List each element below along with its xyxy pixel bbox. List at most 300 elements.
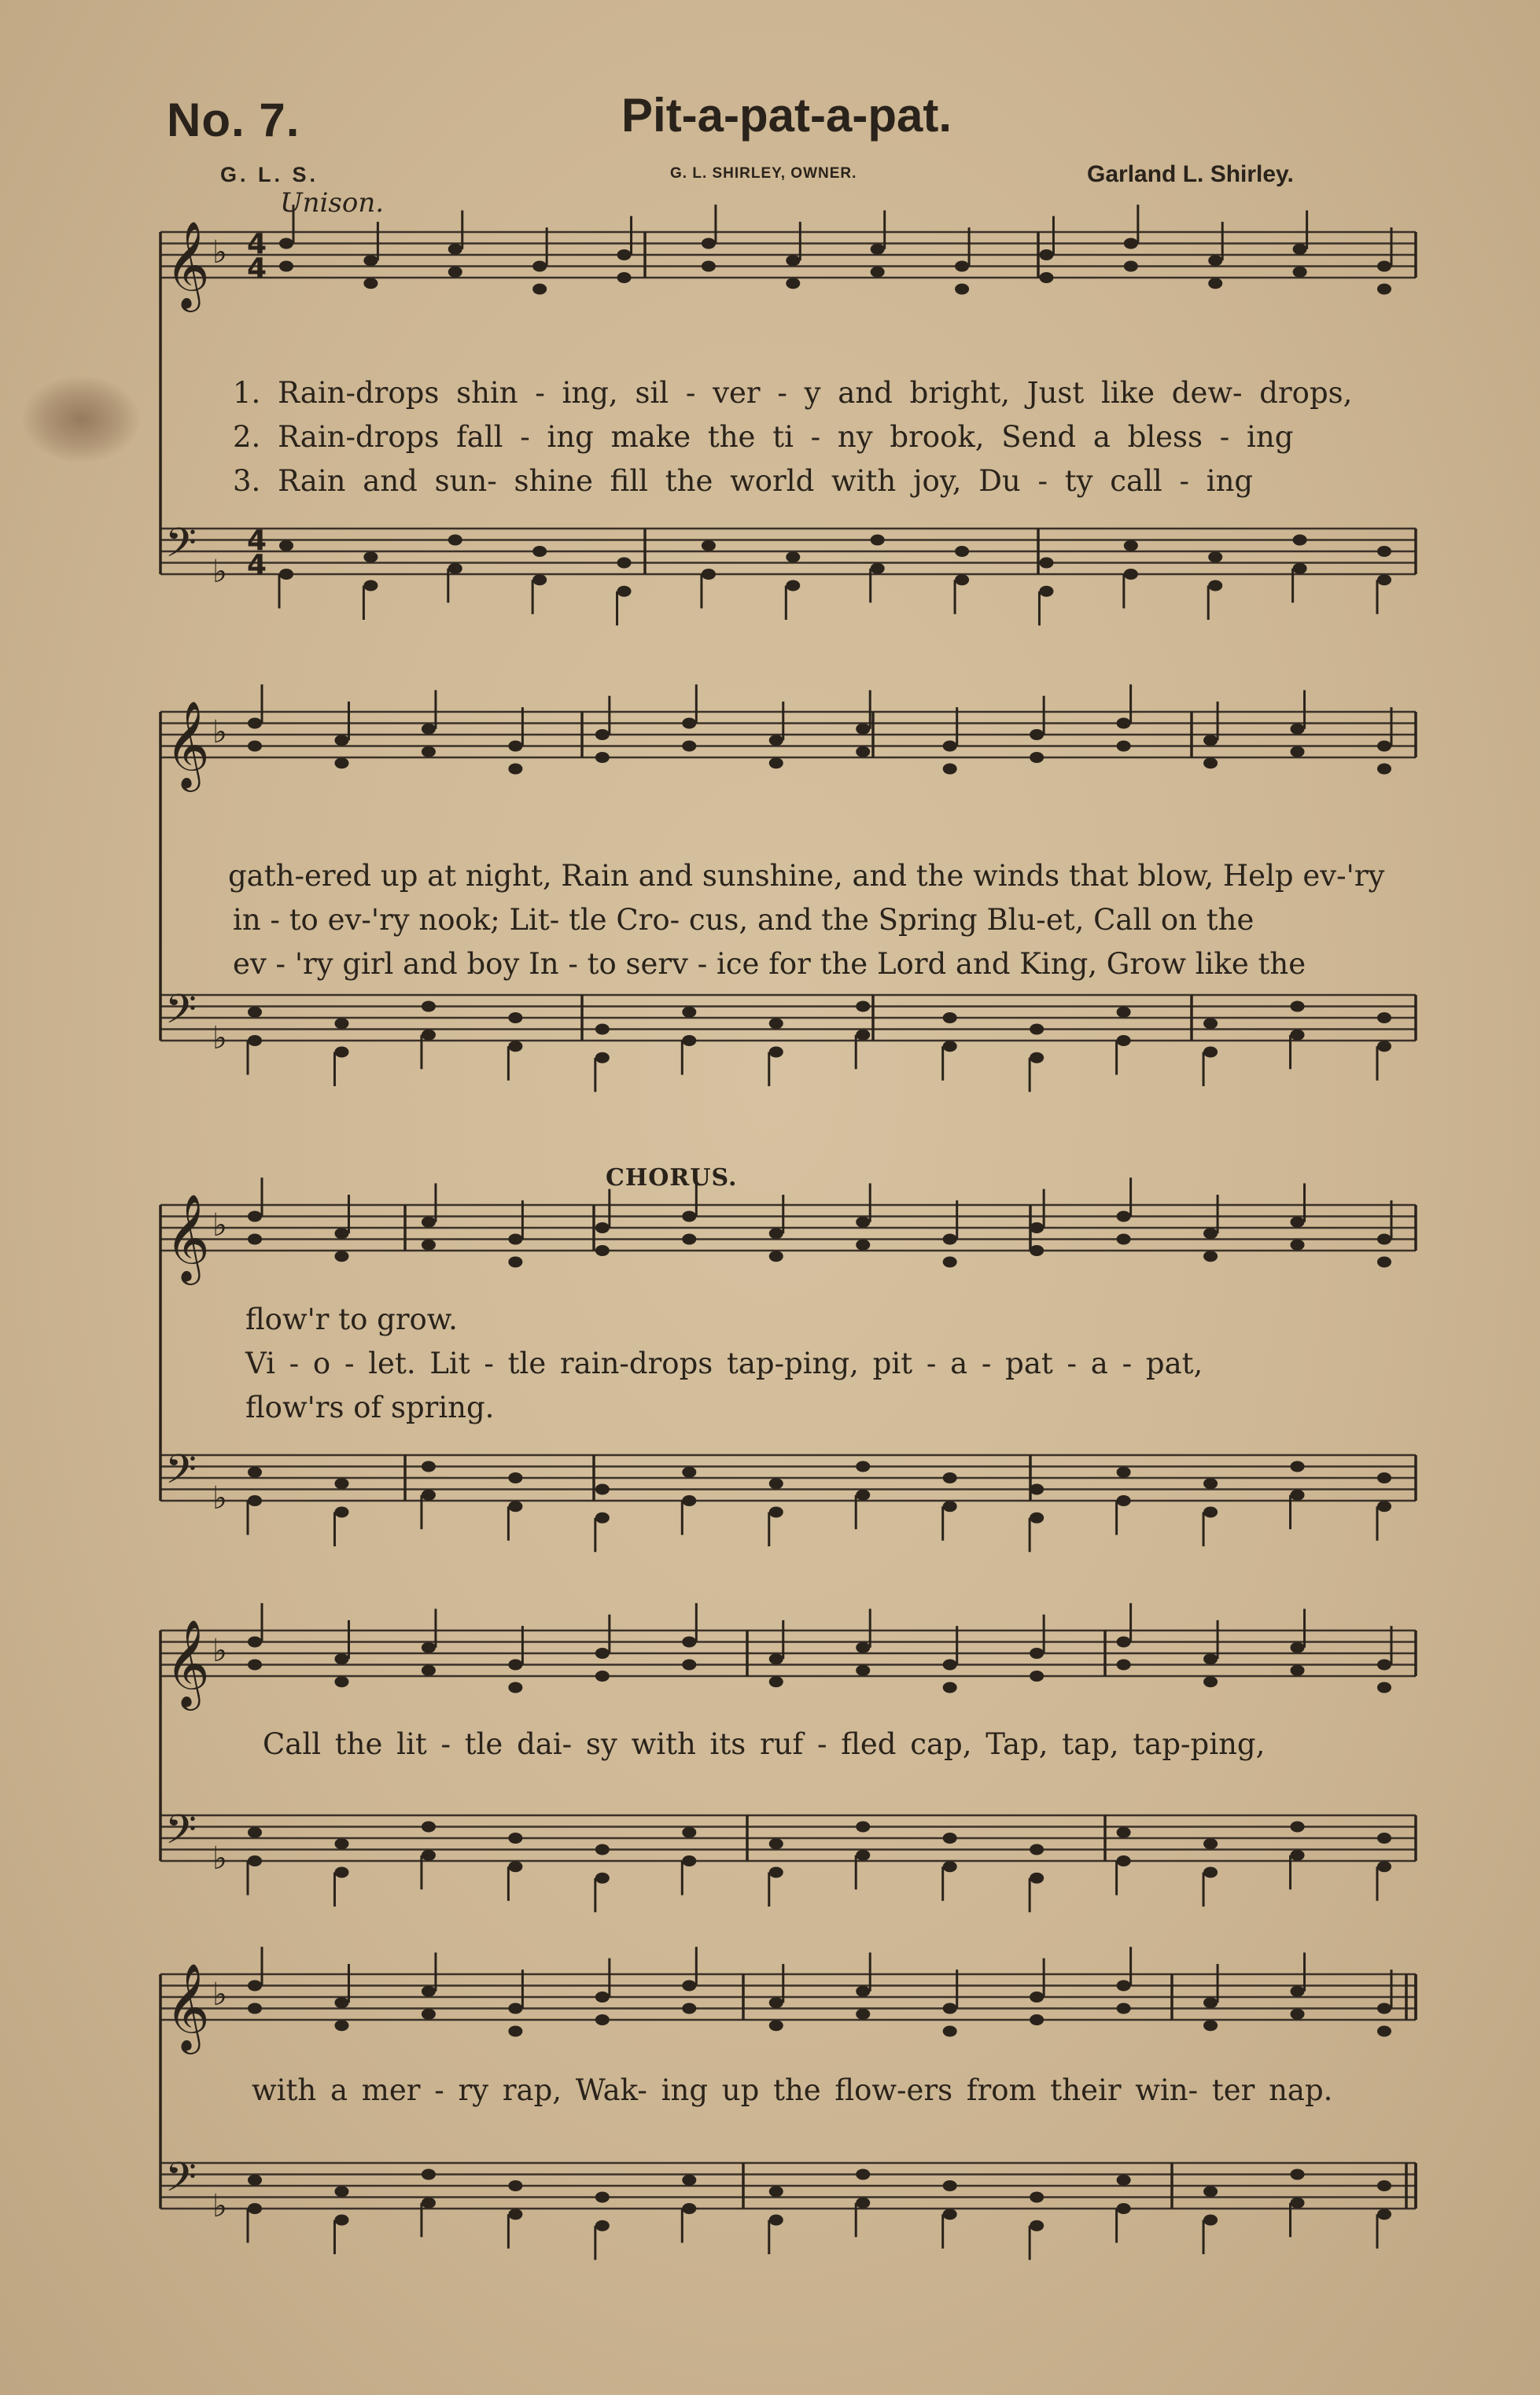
notehead-treble-2-5 (682, 1211, 696, 1222)
notehead-alto-4-6 (769, 2020, 783, 2031)
notehead-alto-3-0 (248, 1660, 262, 1671)
notehead-bass-1-4 (595, 1052, 610, 1063)
notehead-tenor-4-1 (334, 2186, 348, 2197)
notehead-tenor-1-10 (1117, 1007, 1131, 1018)
notehead-alto-1-12 (1291, 746, 1305, 757)
notehead-alto-1-10 (1117, 741, 1131, 752)
notehead-bass-0-4 (617, 586, 632, 597)
notehead-tenor-3-12 (1291, 1822, 1305, 1833)
notehead-tenor-0-1 (363, 551, 378, 562)
notehead-tenor-3-3 (508, 1833, 522, 1844)
notehead-alto-1-13 (1377, 764, 1391, 775)
notehead-alto-1-6 (769, 757, 783, 768)
bass-clef-4: 𝄢 (165, 2153, 197, 2211)
notehead-bass-1-9 (1030, 1052, 1044, 1063)
notehead-treble-3-9 (1030, 1648, 1044, 1659)
bass-clef-1: 𝄢 (165, 985, 197, 1043)
notehead-tenor-3-6 (769, 1838, 783, 1849)
notehead-bass-0-5 (702, 569, 716, 580)
key-flat-bass-4: ♭ (212, 2188, 227, 2224)
notehead-treble-4-4 (595, 1992, 610, 2003)
notehead-treble-4-5 (682, 1980, 696, 1992)
notehead-treble-1-0 (248, 718, 262, 729)
notehead-alto-0-9 (1039, 272, 1053, 283)
notehead-treble-1-6 (769, 735, 783, 746)
notehead-alto-3-2 (422, 1665, 436, 1676)
notehead-bass-4-13 (1377, 2209, 1391, 2220)
lyric-line-s2-v1: gath-ered up at night, Rain and sunshine, and the winds that blow, Help ev-'ry (228, 859, 1385, 893)
notehead-tenor-2-9 (1030, 1484, 1044, 1495)
lyric-line-s1-v2: 2. Rain-drops fall - ing make the ti - ny brook, Send a bless - ing (233, 420, 1294, 454)
key-flat-treble-4: ♭ (212, 1977, 227, 2013)
notehead-tenor-2-1 (334, 1478, 348, 1489)
notehead-bass-3-4 (595, 1873, 610, 1884)
key-flat-treble-2: ♭ (212, 1207, 227, 1244)
key-flat-treble-1: ♭ (212, 714, 227, 750)
notehead-alto-4-0 (248, 2003, 262, 2014)
notehead-alto-4-10 (1117, 2003, 1131, 2014)
notehead-treble-2-0 (248, 1211, 262, 1222)
notehead-treble-3-5 (682, 1637, 696, 1648)
notehead-bass-4-10 (1117, 2203, 1131, 2214)
notehead-alto-2-1 (334, 1251, 348, 1262)
notehead-treble-3-8 (943, 1660, 957, 1671)
lyric-line-s2-v3: ev - 'ry girl and boy In - to serv - ice for the Lord and King, Grow like the (233, 947, 1306, 981)
treble-clef-3: 𝄞 (165, 1619, 210, 1707)
notehead-alto-3-4 (595, 1671, 610, 1682)
notehead-bass-4-0 (248, 2203, 262, 2214)
notehead-alto-3-7 (856, 1665, 870, 1676)
notehead-treble-1-4 (595, 729, 610, 740)
notehead-bass-3-10 (1117, 1855, 1131, 1866)
notehead-alto-1-0 (248, 741, 262, 752)
notehead-treble-4-1 (334, 1997, 348, 2008)
notehead-treble-2-1 (334, 1228, 348, 1239)
notehead-bass-1-6 (769, 1047, 783, 1058)
copyright-owner: G. L. SHIRLEY, OWNER. (670, 165, 857, 182)
notehead-bass-1-11 (1203, 1047, 1218, 1058)
time-sig-bottom-b: 4 (247, 549, 267, 581)
notehead-treble-0-7 (871, 244, 885, 255)
notehead-tenor-2-13 (1377, 1472, 1391, 1483)
notehead-alto-2-3 (508, 1257, 522, 1268)
notehead-alto-0-7 (871, 267, 885, 278)
notehead-treble-4-6 (769, 1997, 783, 2008)
notehead-tenor-4-12 (1291, 2169, 1305, 2180)
notehead-bass-2-12 (1291, 1490, 1305, 1501)
notehead-treble-1-9 (1030, 729, 1044, 740)
key-flat-bass-3: ♭ (212, 1840, 227, 1877)
notehead-bass-3-5 (682, 1855, 696, 1866)
notehead-bass-1-1 (334, 1047, 348, 1058)
notehead-bass-2-0 (248, 1495, 262, 1506)
notehead-tenor-3-10 (1117, 1827, 1131, 1838)
notehead-alto-1-3 (508, 764, 522, 775)
notehead-tenor-0-5 (702, 540, 716, 551)
notehead-tenor-3-2 (422, 1822, 436, 1833)
notehead-tenor-4-3 (508, 2180, 522, 2191)
notehead-bass-1-10 (1117, 1035, 1131, 1046)
notehead-treble-1-1 (334, 735, 348, 746)
notehead-alto-2-8 (943, 1257, 957, 1268)
notehead-treble-3-3 (508, 1660, 522, 1671)
notehead-treble-3-4 (595, 1648, 610, 1659)
staff-bass-4 (160, 2163, 1416, 2209)
notehead-treble-4-3 (508, 2003, 522, 2014)
notehead-alto-1-7 (856, 746, 870, 757)
notehead-treble-1-10 (1117, 718, 1131, 729)
notehead-tenor-0-6 (786, 551, 800, 562)
notehead-tenor-0-10 (1124, 540, 1138, 551)
composer-name: Garland L. Shirley. (1087, 161, 1294, 187)
notehead-bass-3-12 (1291, 1850, 1305, 1861)
notehead-bass-0-8 (955, 574, 969, 585)
notehead-tenor-2-4 (595, 1484, 610, 1495)
notehead-alto-3-10 (1117, 1660, 1131, 1671)
notehead-alto-0-3 (532, 284, 547, 295)
notehead-treble-4-8 (943, 2003, 957, 2014)
notehead-treble-1-8 (943, 741, 957, 752)
notehead-treble-1-2 (422, 724, 436, 735)
treble-clef-1: 𝄞 (165, 700, 210, 788)
notehead-bass-0-2 (448, 563, 462, 574)
notehead-bass-4-7 (856, 2198, 870, 2209)
notehead-alto-2-12 (1291, 1240, 1305, 1251)
notehead-bass-4-5 (682, 2203, 696, 2214)
notehead-treble-0-13 (1377, 261, 1391, 272)
notehead-tenor-0-3 (532, 546, 547, 557)
notehead-bass-0-10 (1124, 569, 1138, 580)
notehead-bass-2-11 (1203, 1507, 1218, 1518)
notehead-bass-1-13 (1377, 1041, 1391, 1052)
notehead-treble-1-13 (1377, 741, 1391, 752)
notehead-treble-0-2 (448, 244, 462, 255)
notehead-bass-0-3 (532, 574, 547, 585)
notehead-bass-4-2 (422, 2198, 436, 2209)
notehead-alto-0-5 (702, 261, 716, 272)
notehead-alto-0-10 (1124, 261, 1138, 272)
notehead-treble-2-7 (856, 1217, 870, 1228)
notehead-alto-3-8 (943, 1682, 957, 1693)
notehead-treble-2-9 (1030, 1222, 1044, 1233)
notehead-tenor-3-11 (1203, 1838, 1218, 1849)
notehead-treble-0-10 (1124, 238, 1138, 249)
staff-treble-0 (160, 232, 1416, 278)
notehead-alto-0-2 (448, 267, 462, 278)
notehead-tenor-0-4 (617, 558, 632, 569)
notehead-tenor-3-13 (1377, 1833, 1391, 1844)
notehead-bass-0-9 (1039, 586, 1053, 597)
notehead-tenor-1-9 (1030, 1024, 1044, 1035)
notehead-tenor-2-7 (856, 1461, 870, 1472)
bass-clef-0: 𝄢 (165, 518, 197, 577)
notehead-tenor-4-10 (1117, 2175, 1131, 2186)
key-flat-treble-0: ♭ (212, 234, 227, 271)
notehead-alto-0-1 (363, 278, 378, 289)
chorus-label: CHORUS. (606, 1164, 738, 1192)
notehead-alto-4-7 (856, 2009, 870, 2020)
notehead-tenor-1-2 (422, 1001, 436, 1012)
notehead-alto-0-13 (1377, 284, 1391, 295)
notehead-tenor-3-5 (682, 1827, 696, 1838)
notehead-tenor-0-2 (448, 535, 462, 546)
notehead-tenor-0-9 (1039, 558, 1053, 569)
notehead-bass-4-11 (1203, 2215, 1218, 2226)
notehead-alto-2-11 (1203, 1251, 1218, 1262)
lyric-line-s1-v3: 3. Rain and sun- shine fill the world with joy, Du - ty call - ing (233, 464, 1254, 498)
notehead-bass-4-6 (769, 2215, 783, 2226)
notehead-bass-0-12 (1293, 563, 1307, 574)
notehead-treble-2-4 (595, 1222, 610, 1233)
notehead-treble-0-6 (786, 255, 800, 266)
notehead-bass-2-9 (1030, 1513, 1044, 1524)
notehead-tenor-2-6 (769, 1478, 783, 1489)
notehead-tenor-2-8 (943, 1472, 957, 1483)
notehead-treble-4-12 (1291, 1986, 1305, 1997)
notehead-treble-0-5 (702, 238, 716, 249)
notehead-alto-3-5 (682, 1660, 696, 1671)
notehead-alto-3-9 (1030, 1671, 1044, 1682)
notehead-tenor-2-0 (248, 1467, 262, 1478)
staff-bass-2 (160, 1455, 1416, 1501)
time-sig-top-t: 4 (247, 228, 267, 260)
notehead-treble-3-7 (856, 1642, 870, 1653)
treble-clef-0: 𝄞 (165, 220, 210, 308)
lyric-line-s1-v1: 1. Rain-drops shin - ing, sil - ver - y and bright, Just like dew- drops, (233, 376, 1353, 410)
lyricist-initials: G. L. S. (220, 163, 319, 186)
song-title: Pit-a-pat-a-pat. (621, 89, 952, 142)
notehead-alto-3-1 (334, 1676, 348, 1687)
notehead-bass-2-13 (1377, 1501, 1391, 1512)
notehead-tenor-0-8 (955, 546, 969, 557)
notehead-tenor-3-9 (1030, 1844, 1044, 1855)
lyric-line-s4-v1: Call the lit - tle dai- sy with its ruf - fled cap, Tap, tap, tap-ping, (263, 1727, 1266, 1761)
notehead-tenor-4-11 (1203, 2186, 1218, 2197)
notehead-treble-0-9 (1039, 249, 1053, 260)
notehead-alto-3-6 (769, 1676, 783, 1687)
notehead-tenor-4-9 (1030, 2192, 1044, 2203)
notehead-treble-1-5 (682, 718, 696, 729)
notehead-bass-1-3 (508, 1041, 522, 1052)
notehead-tenor-4-2 (422, 2169, 436, 2180)
notehead-bass-2-5 (682, 1495, 696, 1506)
notehead-tenor-0-0 (279, 540, 293, 551)
notehead-alto-2-4 (595, 1245, 610, 1256)
notehead-treble-4-0 (248, 1980, 262, 1992)
notehead-alto-0-4 (617, 272, 632, 283)
bass-clef-3: 𝄢 (165, 1805, 197, 1863)
notehead-bass-2-8 (943, 1501, 957, 1512)
notehead-treble-0-4 (617, 249, 632, 260)
notehead-treble-2-2 (422, 1217, 436, 1228)
notehead-treble-1-12 (1291, 724, 1305, 735)
notehead-treble-2-13 (1377, 1234, 1391, 1245)
notehead-bass-2-7 (856, 1490, 870, 1501)
notehead-bass-1-12 (1291, 1030, 1305, 1041)
notehead-treble-0-3 (532, 261, 547, 272)
notehead-tenor-2-2 (422, 1461, 436, 1472)
notehead-tenor-4-0 (248, 2175, 262, 2186)
staff-bass-1 (160, 995, 1416, 1041)
notehead-tenor-3-1 (334, 1838, 348, 1849)
notehead-alto-3-11 (1203, 1676, 1218, 1687)
notehead-bass-1-5 (682, 1035, 696, 1046)
notehead-alto-2-2 (422, 1240, 436, 1251)
key-flat-bass-1: ♭ (212, 1020, 227, 1056)
notehead-tenor-4-4 (595, 2192, 610, 2203)
notehead-alto-0-6 (786, 278, 800, 289)
notehead-treble-2-11 (1203, 1228, 1218, 1239)
notehead-tenor-1-3 (508, 1012, 522, 1023)
notehead-treble-1-3 (508, 741, 522, 752)
notehead-bass-4-4 (595, 2220, 610, 2231)
notehead-bass-3-1 (334, 1867, 348, 1878)
notehead-bass-3-9 (1030, 1873, 1044, 1884)
notehead-tenor-1-8 (943, 1012, 957, 1023)
treble-clef-4: 𝄞 (165, 1962, 210, 2050)
lyric-line-s5-v1: with a mer - ry rap, Wak- ing up the flow-ers from their win- ter nap. (252, 2073, 1333, 2107)
notehead-alto-4-4 (595, 2014, 610, 2025)
notehead-alto-1-1 (334, 757, 348, 768)
notehead-tenor-4-13 (1377, 2180, 1391, 2191)
notehead-treble-4-13 (1377, 2003, 1391, 2014)
notehead-treble-2-3 (508, 1234, 522, 1245)
notehead-tenor-1-6 (769, 1018, 783, 1029)
notehead-alto-2-9 (1030, 1245, 1044, 1256)
lyric-line-s3-v2: Vi - o - let. Lit - tle rain-drops tap-ping, pit - a - pat - a - pat, (245, 1347, 1203, 1380)
notehead-tenor-2-11 (1203, 1478, 1218, 1489)
notehead-alto-1-5 (682, 741, 696, 752)
notehead-alto-4-3 (508, 2026, 522, 2037)
lyric-line-s2-v2: in - to ev-'ry nook; Lit- tle Cro- cus, and the Spring Blu-et, Call on the (233, 903, 1254, 937)
notehead-treble-3-11 (1203, 1653, 1218, 1664)
notehead-tenor-3-4 (595, 1844, 610, 1855)
performance-direction: Unison. (280, 187, 385, 219)
notehead-treble-4-10 (1117, 1980, 1131, 1992)
notehead-tenor-4-7 (856, 2169, 870, 2180)
notehead-alto-0-11 (1208, 278, 1222, 289)
notehead-treble-3-13 (1377, 1660, 1391, 1671)
treble-clef-2: 𝄞 (165, 1193, 210, 1281)
notehead-tenor-1-7 (856, 1001, 870, 1012)
notehead-bass-0-11 (1208, 580, 1222, 591)
notehead-bass-2-1 (334, 1507, 348, 1518)
notehead-tenor-1-11 (1203, 1018, 1218, 1029)
notehead-alto-3-3 (508, 1682, 522, 1693)
notehead-treble-0-12 (1293, 244, 1307, 255)
notehead-bass-2-6 (769, 1507, 783, 1518)
notehead-alto-4-8 (943, 2026, 957, 2037)
notehead-bass-1-7 (856, 1030, 870, 1041)
notehead-bass-2-2 (422, 1490, 436, 1501)
notehead-bass-0-0 (279, 569, 293, 580)
notehead-bass-3-3 (508, 1861, 522, 1872)
notehead-treble-2-8 (943, 1234, 957, 1245)
notehead-tenor-0-13 (1377, 546, 1391, 557)
notehead-alto-2-5 (682, 1234, 696, 1245)
notehead-bass-0-6 (786, 580, 800, 591)
notehead-treble-1-7 (856, 724, 870, 735)
notehead-alto-4-1 (334, 2020, 348, 2031)
notehead-bass-3-6 (769, 1867, 783, 1878)
notehead-alto-1-8 (943, 764, 957, 775)
notehead-treble-3-2 (422, 1642, 436, 1653)
notehead-bass-1-0 (248, 1035, 262, 1046)
notehead-treble-4-11 (1203, 1997, 1218, 2008)
notehead-bass-0-13 (1377, 574, 1391, 585)
time-sig-top-b: 4 (247, 525, 267, 557)
notehead-alto-2-0 (248, 1234, 262, 1245)
notehead-bass-4-1 (334, 2215, 348, 2226)
notehead-alto-4-2 (422, 2009, 436, 2020)
notehead-tenor-1-4 (595, 1024, 610, 1035)
notehead-tenor-3-8 (943, 1833, 957, 1844)
notehead-treble-4-9 (1030, 1992, 1044, 2003)
notehead-bass-3-13 (1377, 1861, 1391, 1872)
notehead-tenor-3-0 (248, 1827, 262, 1838)
staff-bass-0 (160, 529, 1416, 574)
notehead-tenor-1-12 (1291, 1001, 1305, 1012)
notehead-bass-0-7 (871, 563, 885, 574)
notehead-alto-0-0 (279, 261, 293, 272)
notehead-bass-4-3 (508, 2209, 522, 2220)
notehead-treble-3-12 (1291, 1642, 1305, 1653)
notehead-bass-3-7 (856, 1850, 870, 1861)
notehead-bass-1-2 (422, 1030, 436, 1041)
staff-bass-3 (160, 1815, 1416, 1861)
notehead-alto-1-11 (1203, 757, 1218, 768)
notehead-bass-0-1 (363, 580, 378, 591)
notehead-treble-4-7 (856, 1986, 870, 1997)
notehead-tenor-0-11 (1208, 551, 1222, 562)
key-flat-treble-3: ♭ (212, 1633, 227, 1669)
notehead-bass-4-8 (943, 2209, 957, 2220)
lyric-line-s3-v1: flow'r to grow. (245, 1303, 458, 1336)
notehead-bass-2-10 (1117, 1495, 1131, 1506)
notehead-alto-2-13 (1377, 1257, 1391, 1268)
notehead-treble-4-2 (422, 1986, 436, 1997)
notehead-treble-3-1 (334, 1653, 348, 1664)
notehead-tenor-3-7 (856, 1822, 870, 1833)
notehead-tenor-2-5 (682, 1467, 696, 1478)
notehead-bass-3-8 (943, 1861, 957, 1872)
notehead-tenor-4-5 (682, 2175, 696, 2186)
hymn-number: No. 7. (167, 94, 300, 146)
notehead-tenor-4-8 (943, 2180, 957, 2191)
notehead-treble-0-0 (279, 238, 293, 249)
notehead-alto-0-8 (955, 284, 969, 295)
notehead-tenor-2-3 (508, 1472, 522, 1483)
notehead-treble-0-11 (1208, 255, 1222, 266)
lyric-line-s3-v3: flow'rs of spring. (245, 1391, 495, 1424)
notehead-alto-2-6 (769, 1251, 783, 1262)
notehead-bass-4-12 (1291, 2198, 1305, 2209)
notehead-alto-1-9 (1030, 752, 1044, 763)
notehead-treble-3-0 (248, 1637, 262, 1648)
notehead-treble-3-6 (769, 1653, 783, 1664)
notehead-alto-3-13 (1377, 1682, 1391, 1693)
notehead-treble-2-12 (1291, 1217, 1305, 1228)
notehead-bass-4-9 (1030, 2220, 1044, 2231)
notehead-alto-2-10 (1117, 1234, 1131, 1245)
notehead-alto-4-5 (682, 2003, 696, 2014)
notehead-treble-1-11 (1203, 735, 1218, 746)
notehead-alto-4-13 (1377, 2026, 1391, 2037)
time-sig-bottom-t: 4 (247, 252, 267, 285)
notehead-alto-1-2 (422, 746, 436, 757)
notehead-treble-3-10 (1117, 1637, 1131, 1648)
key-flat-bass-2: ♭ (212, 1480, 227, 1516)
